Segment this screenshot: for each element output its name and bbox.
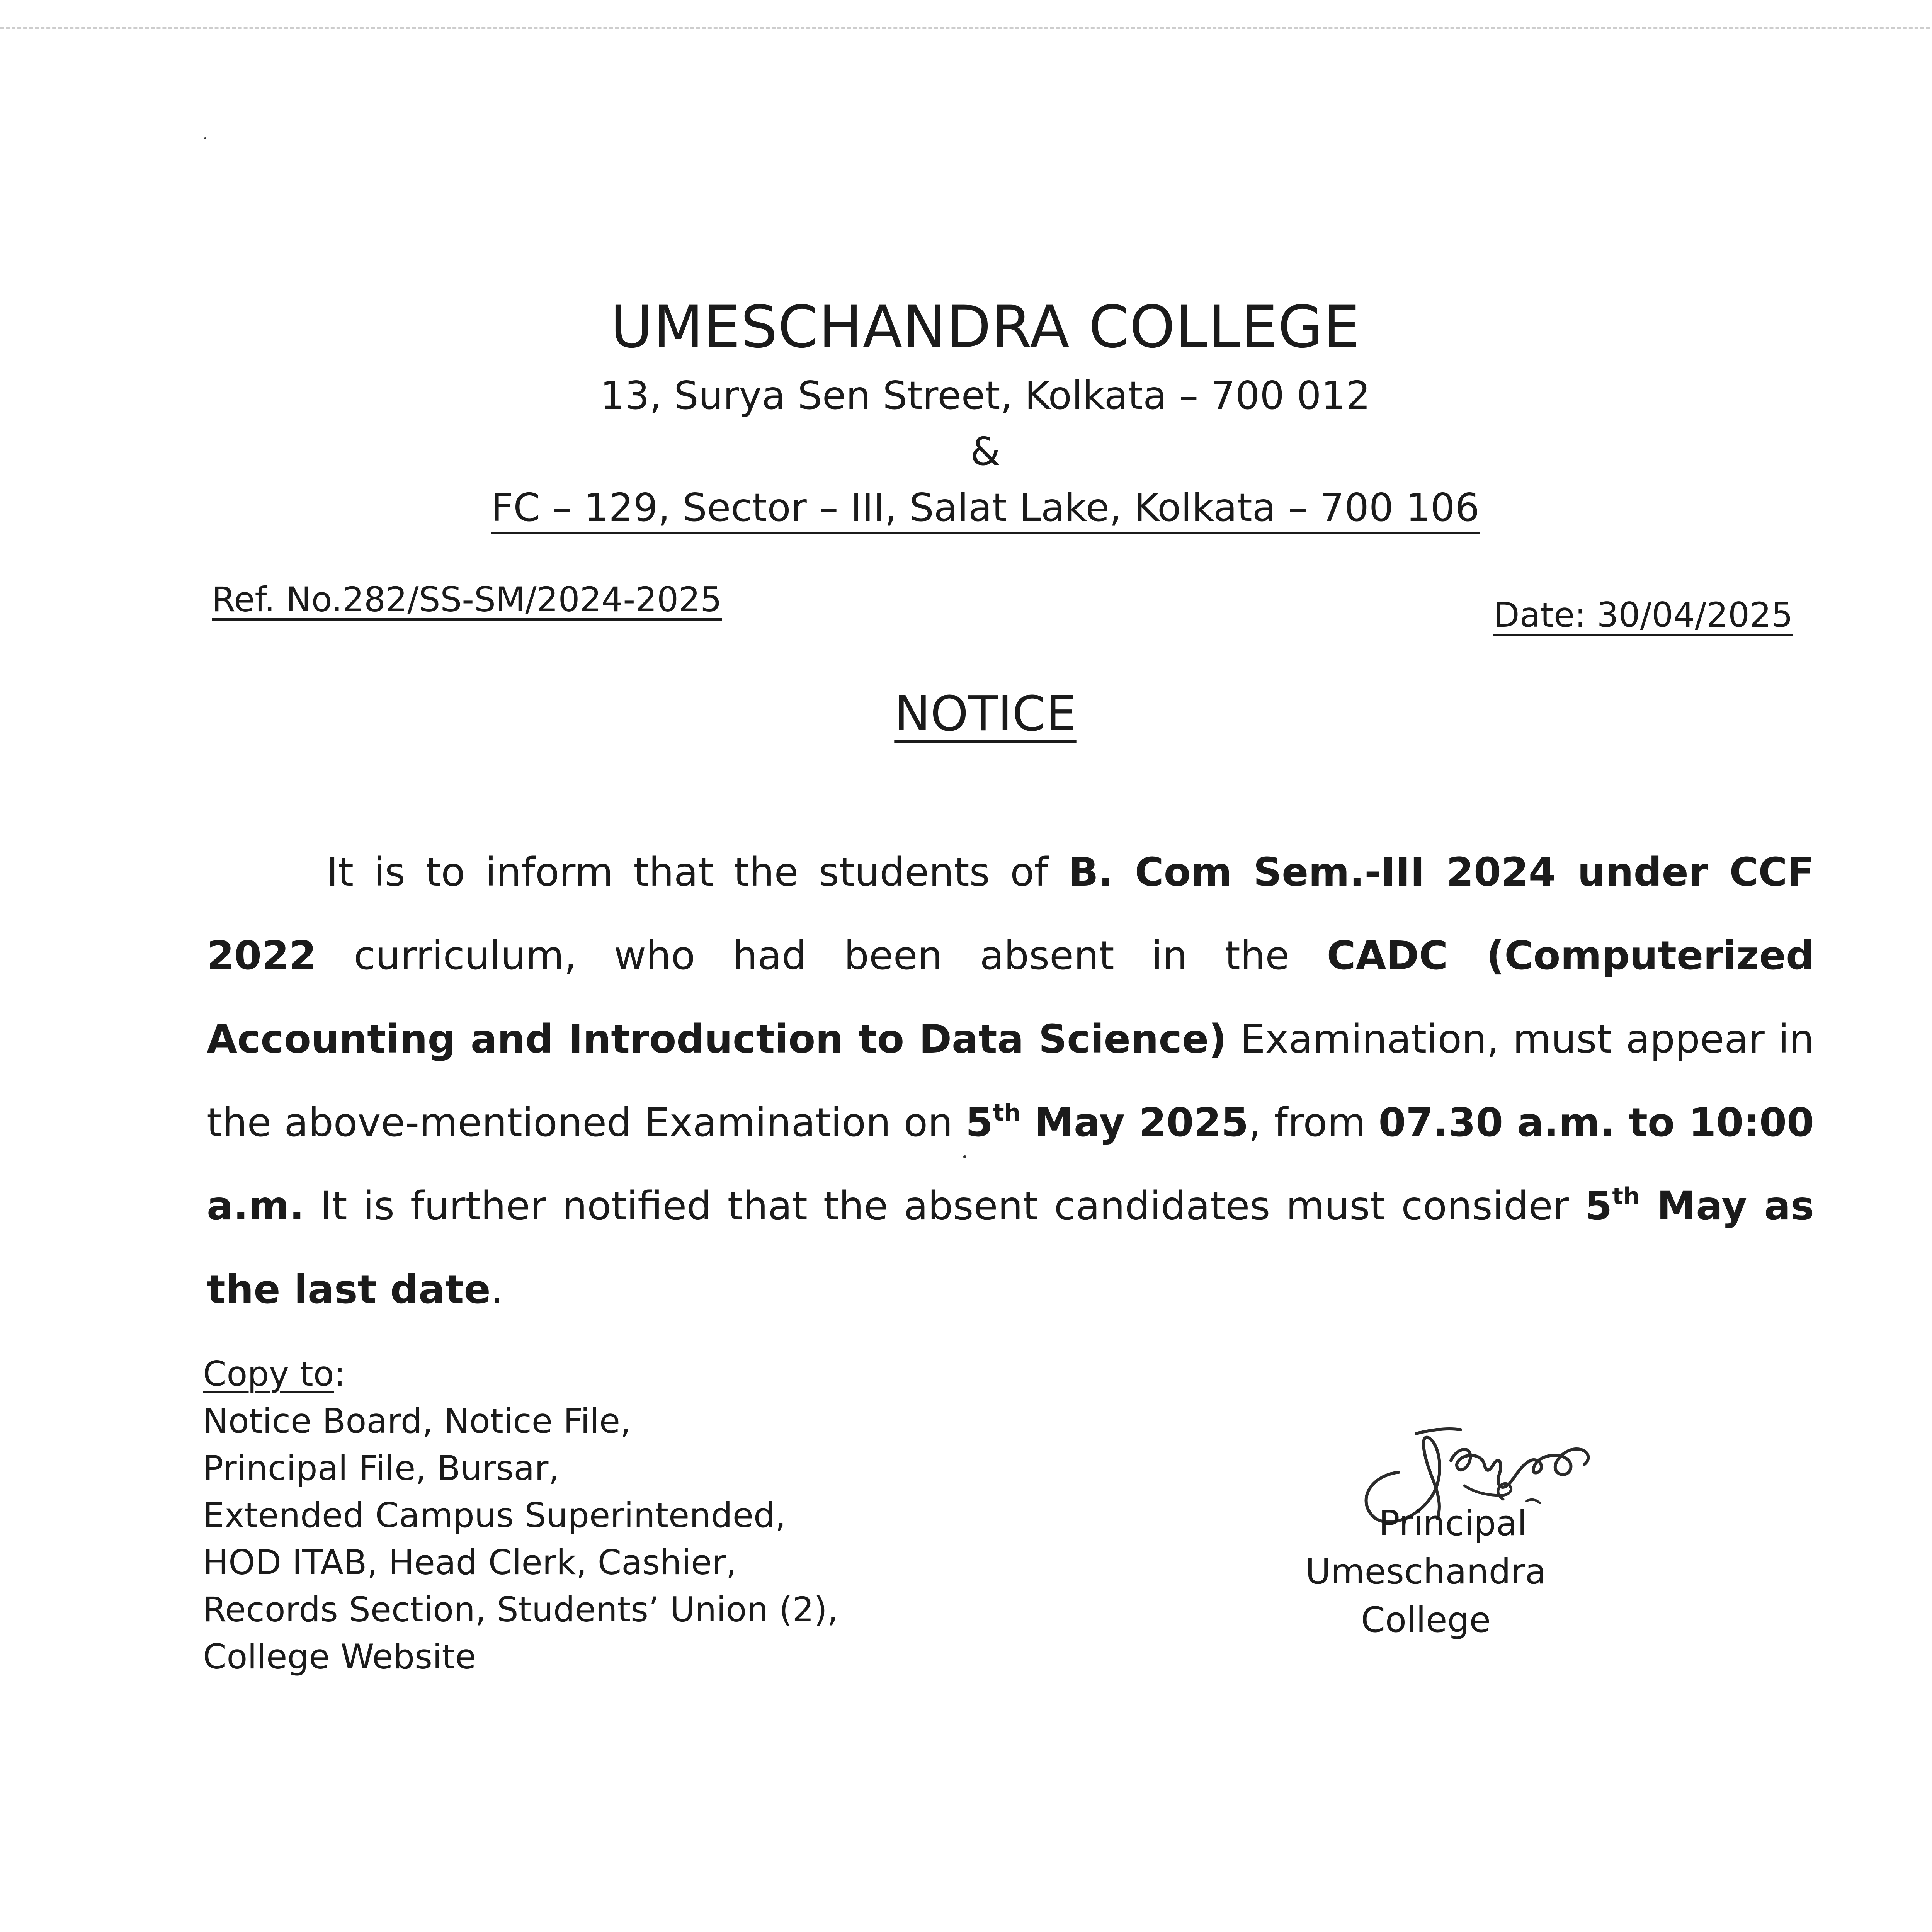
scan-speck (204, 137, 206, 139)
body-text-3: Examination, must appear in the above-mentioned Examination on (207, 1016, 1814, 1146)
signatory-title: Principal (1379, 1503, 1527, 1544)
copy-to-line: Notice Board, Notice File, (203, 1401, 631, 1441)
notice-date: Date: 30/04/2025 (1493, 595, 1793, 635)
last-day-suffix: th (1612, 1183, 1640, 1210)
body-text-2: curriculum, who had been absent in the (316, 933, 1327, 979)
exam-day-suffix: th (993, 1099, 1021, 1126)
address-line-2-text: FC – 129, Sector – III, Salat Lake, Kolkata – 700 106 (491, 485, 1480, 530)
body-exam-name: CADC (Computerized Accounting and Introduction to Data Science) (207, 933, 1814, 1062)
signatory-block (1252, 1499, 1600, 1644)
body-text-4: , from (1248, 1100, 1379, 1146)
address-line-1: 13, Surya Sen Street, Kolkata – 700 012 (600, 373, 1371, 418)
reference-number: Ref. No.282/SS-SM/2024-2025 (212, 580, 722, 619)
copy-to-line: College Website (203, 1637, 476, 1677)
copy-to-heading-text: Copy to (203, 1354, 334, 1394)
copy-to-line: Records Section, Students’ Union (2), (203, 1590, 838, 1629)
address-separator: & (970, 429, 1000, 474)
body-text-5: It is further notified that the absent candidates must consider (304, 1183, 1585, 1229)
body-exam-date (966, 1100, 1248, 1146)
exam-day: 5 (965, 1100, 993, 1146)
copy-to-line: Extended Campus Superintended, (203, 1495, 786, 1535)
copy-to-line: Principal File, Bursar, (203, 1448, 560, 1488)
body-exam-time: 07.30 a.m. to 10:00 a.m. (207, 1100, 1814, 1229)
last-day: 5 (1585, 1183, 1612, 1229)
exam-month-year: May 2025 (1020, 1100, 1249, 1146)
copy-to-heading (203, 1350, 838, 1398)
last-date-text: May as the last date (207, 1183, 1815, 1313)
copy-to-colon: : (334, 1354, 346, 1394)
college-name: UMESCHANDRA COLLEGE (610, 294, 1361, 361)
copy-to-block (203, 1350, 838, 1680)
notice-body (207, 831, 1814, 1332)
notice-heading-text: NOTICE (894, 686, 1077, 742)
body-text-1: It is to inform that the students of (327, 849, 1068, 895)
address-line-2 (0, 485, 1932, 530)
body-course: B. Com Sem.-III 2024 under CCF 2022 (207, 849, 1814, 979)
scan-edge-line (0, 27, 1932, 29)
signatory-institution: Umeschandra College (1305, 1551, 1546, 1640)
scan-speck (963, 1155, 966, 1158)
body-text-6: . (490, 1267, 503, 1313)
notice-heading (0, 686, 1932, 742)
copy-to-line: HOD ITAB, Head Clerk, Cashier, (203, 1543, 737, 1582)
